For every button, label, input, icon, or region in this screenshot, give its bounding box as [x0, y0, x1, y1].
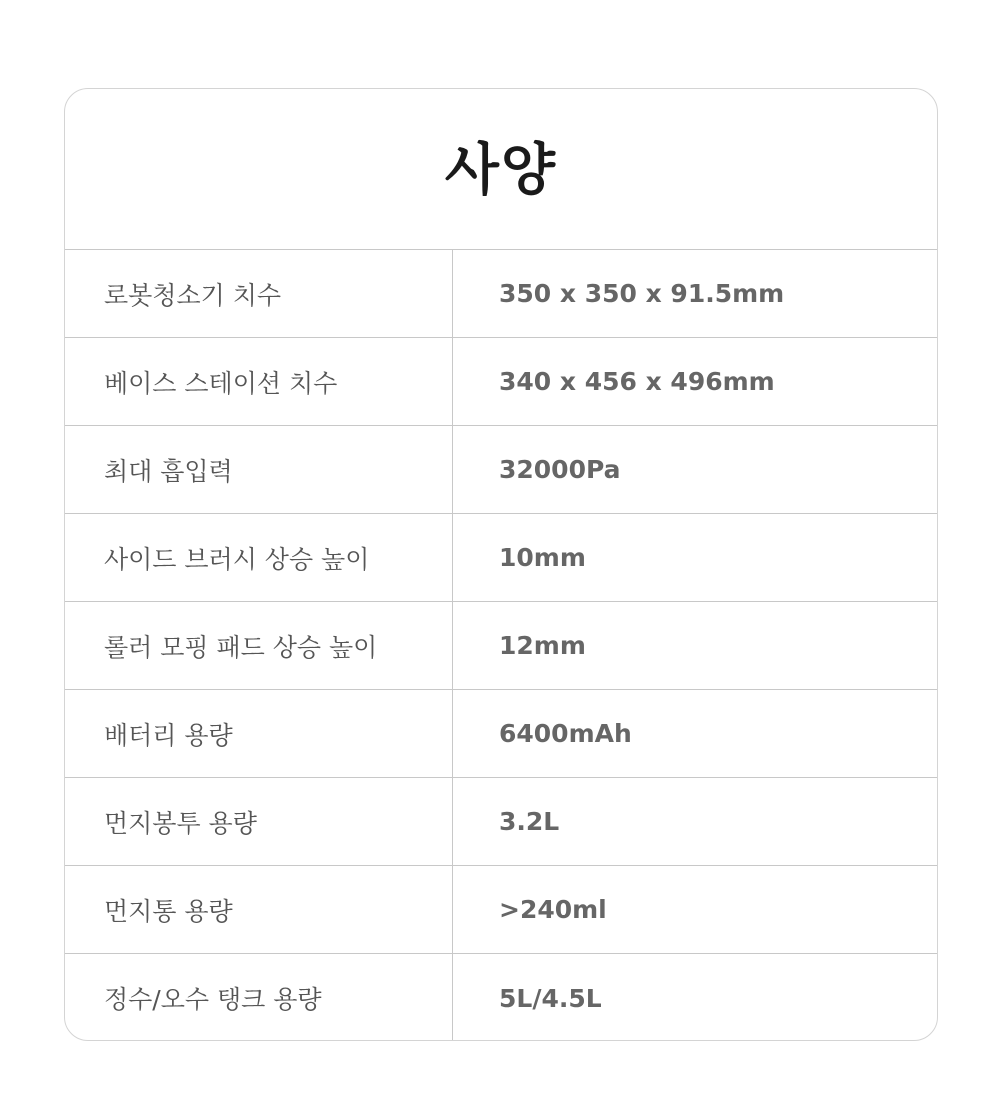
spec-row-water-tanks	[65, 954, 937, 1041]
spec-label: 베이스 스테이션 치수	[65, 338, 453, 425]
spec-value: 3.2L	[499, 807, 560, 836]
spec-row-side-brush-lift	[65, 514, 937, 602]
spec-value: 32000Pa	[499, 455, 621, 484]
spec-row-dust-bin	[65, 866, 937, 954]
spec-row-station-dimensions	[65, 338, 937, 426]
spec-label: 롤러 모핑 패드 상승 높이	[65, 602, 453, 689]
spec-label: 최대 흡입력	[65, 426, 453, 513]
spec-table	[65, 250, 937, 1041]
spec-label: 먼지통 용량	[65, 866, 453, 953]
page-title: 사양	[444, 138, 558, 203]
spec-value: 5L/4.5L	[499, 983, 602, 1013]
spec-row-dust-bag	[65, 778, 937, 866]
spec-label: 사이드 브러시 상승 높이	[65, 514, 453, 601]
spec-label: 먼지봉투 용량	[65, 778, 453, 865]
spec-label: 로봇청소기 치수	[65, 250, 453, 337]
spec-value: >240ml	[499, 895, 607, 924]
spec-row-battery	[65, 690, 937, 778]
spec-value: 350 x 350 x 91.5mm	[499, 279, 785, 308]
spec-label: 정수/오수 탱크 용량	[65, 954, 453, 1041]
spec-row-max-suction	[65, 426, 937, 514]
spec-row-robot-dimensions	[65, 250, 937, 338]
spec-value: 6400mAh	[499, 719, 632, 748]
spec-label: 배터리 용량	[65, 690, 453, 777]
spec-row-roller-mop-lift	[65, 602, 937, 690]
spec-value: 12mm	[499, 631, 586, 660]
spec-title-row	[65, 89, 937, 250]
spec-value: 340 x 456 x 496mm	[499, 367, 775, 396]
spec-card	[64, 88, 938, 1041]
spec-value: 10mm	[499, 543, 586, 572]
